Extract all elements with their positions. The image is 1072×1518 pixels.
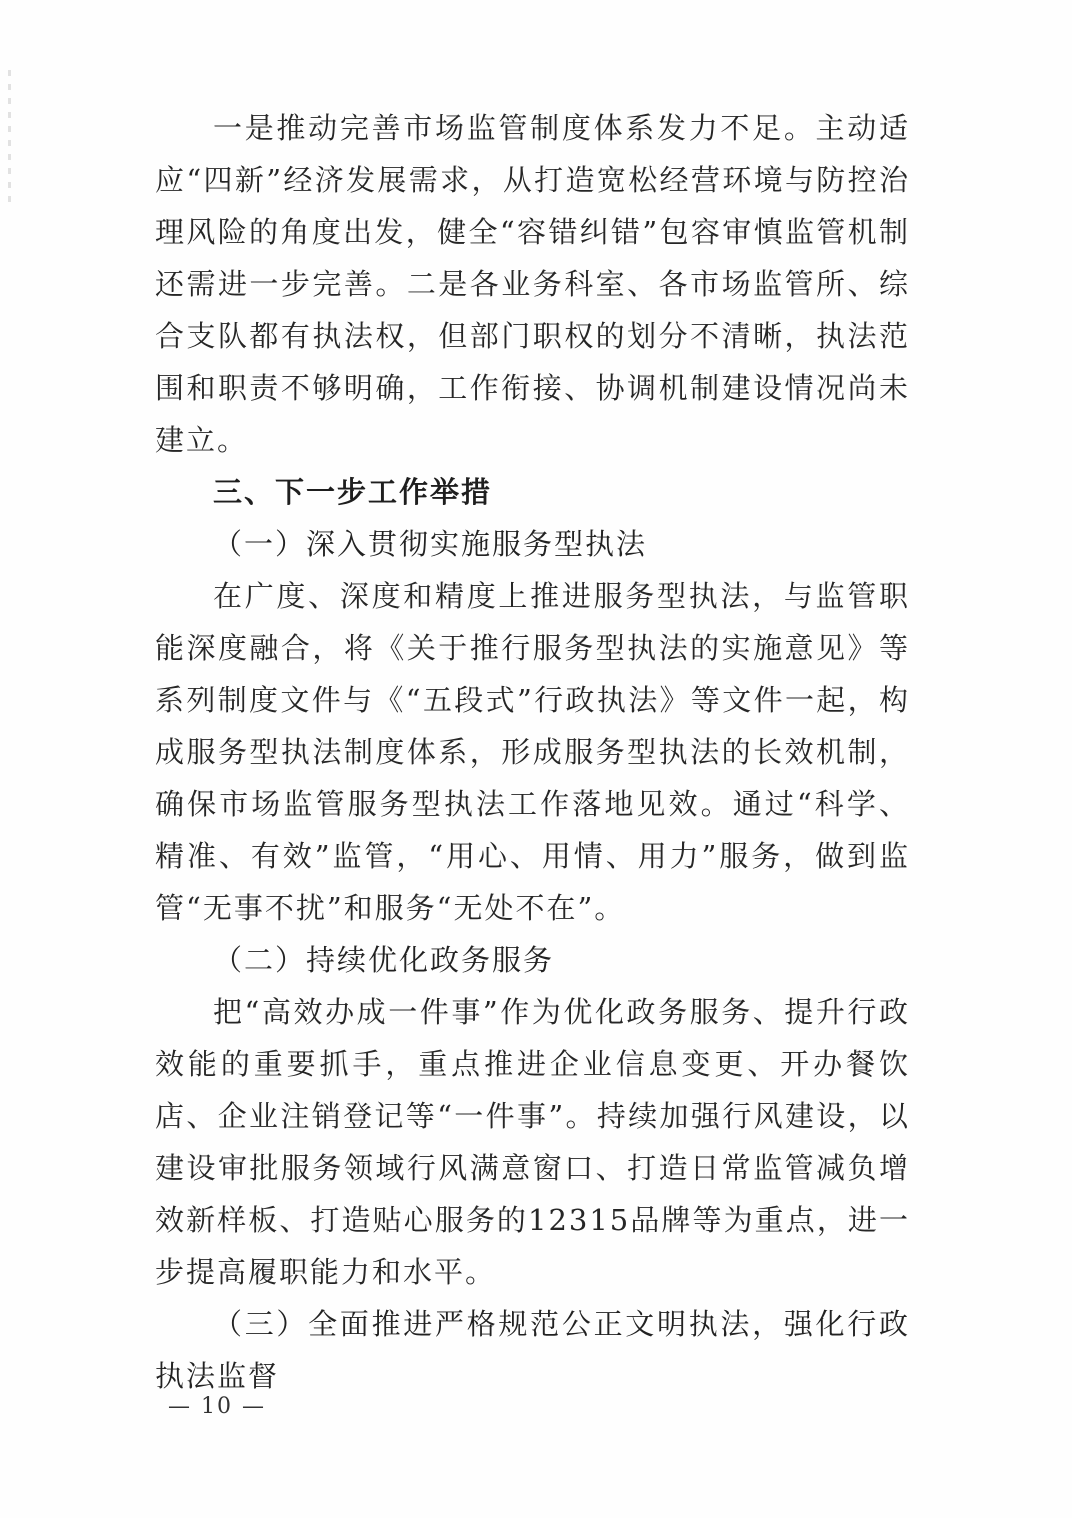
paragraph-government-services: 把“高效办成一件事”作为优化政务服务、提升行政效能的重要抓手，重点推进企业信息变更、开办餐饮店、企业注销登记等“一件事”。持续加强行风建设，以建设审批服务领域行风满意窗口、打造日常监管减负增效新样板、打造贴心服务的12315品牌等为重点，进一步提高履职能力和水平。 xyxy=(155,995,910,1289)
document-body xyxy=(155,102,910,1402)
subheading-service-enforcement: （一）深入贯彻实施服务型执法 xyxy=(213,527,648,561)
page-number: — 10 — xyxy=(168,1394,266,1419)
subheading-enforcement-supervision: （三）全面推进严格规范公正文明执法，强化行政执法监督 xyxy=(155,1307,910,1393)
paragraph-service-enforcement: 在广度、深度和精度上推进服务型执法，与监管职能深度融合，将《关于推行服务型执法的实施意见》等系列制度文件与《“五段式”行政执法》等文件一起，构成服务型执法制度体系，形成服务型执法的长效机制，确保市场监管服务型执法工作落地见效。通过“科学、精准、有效”监管，“用心、用情、用力”服务，做到监管“无事不扰”和服务“无处不在”。 xyxy=(155,579,910,925)
subheading-government-services: （二）持续优化政务服务 xyxy=(213,943,555,977)
paragraph-problems: 一是推动完善市场监管制度体系发力不足。主动适应“四新”经济发展需求，从打造宽松经营环境与防控治理风险的角度出发，健全“容错纠错”包容审慎监管机制还需进一步完善。二是各业务科室、各市场监管所、综合支队都有执法权，但部门职权的划分不清晰，执法范围和职责不够明确，工作衔接、协调机制建设情况尚未建立。 xyxy=(155,111,910,457)
scan-edge-mark xyxy=(8,70,11,210)
section-heading-next-steps: 三、下一步工作举措 xyxy=(213,475,493,509)
